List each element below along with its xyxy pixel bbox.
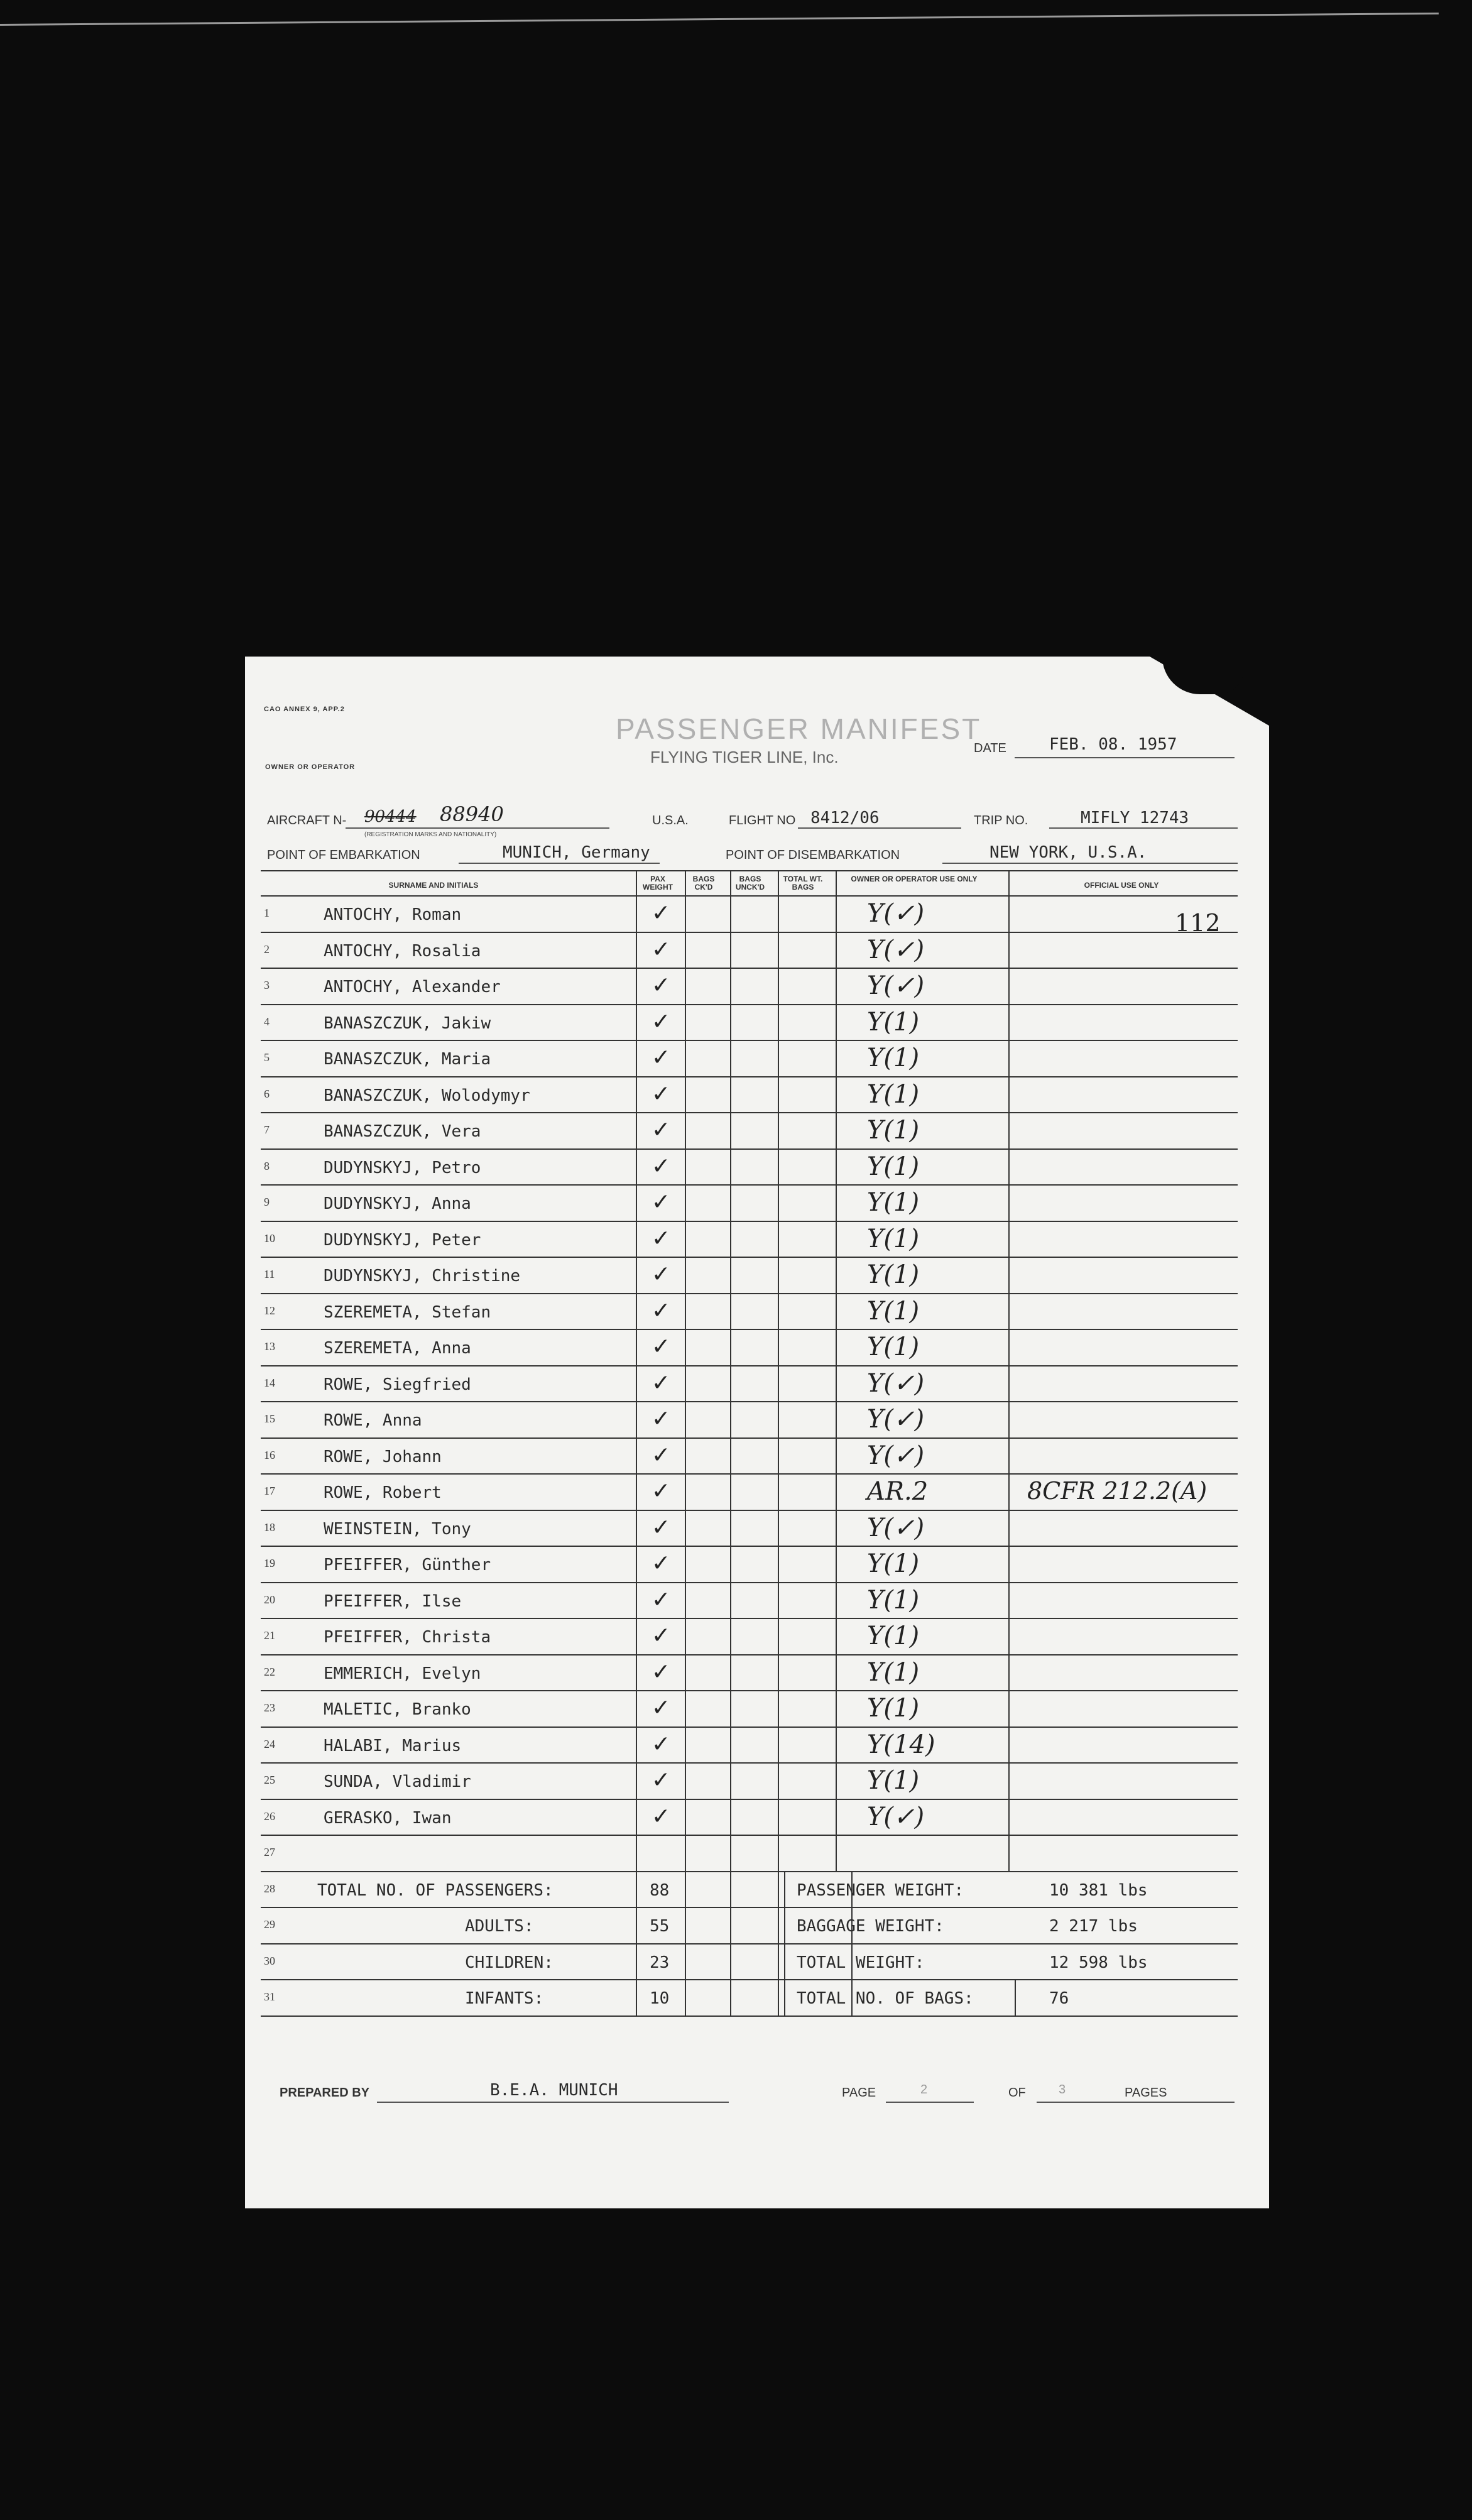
owner-use-mark: Y(✓) xyxy=(867,1405,925,1434)
owner-use-mark: Y(1) xyxy=(867,1260,920,1289)
total-label: CHILDREN: xyxy=(465,1953,553,1972)
disembarkation-label: POINT OF DISEMBARKATION xyxy=(726,848,900,862)
row-number: 23 xyxy=(264,1701,275,1714)
embarkation-label: POINT OF EMBARKATION xyxy=(267,848,420,862)
row-number: 5 xyxy=(264,1051,270,1064)
row-rule xyxy=(261,1943,1238,1945)
owner-use-mark: Y(1) xyxy=(867,1585,920,1615)
page-label: PAGE xyxy=(842,2086,876,2100)
official-number: 112 xyxy=(1175,909,1221,937)
owner-use-mark: Y(1) xyxy=(867,1152,920,1181)
of-label: OF xyxy=(1008,2086,1026,2100)
passenger-name: BANASZCZUK, Vera xyxy=(324,1122,481,1141)
prepared-by-value: B.E.A. MUNICH xyxy=(490,2081,618,2100)
row-number: 22 xyxy=(264,1665,275,1678)
aircraft-underline xyxy=(346,827,609,829)
passenger-name: GERASKO, Iwan xyxy=(324,1808,452,1828)
passenger-name: SZEREMETA, Stefan xyxy=(324,1302,491,1322)
total-label: ADULTS: xyxy=(465,1917,534,1936)
aircraft-label: AIRCRAFT N- xyxy=(267,814,347,827)
column-rule xyxy=(636,870,637,2015)
row-rule xyxy=(261,1690,1238,1691)
row-rule xyxy=(261,1654,1238,1655)
owner-use-mark: Y(1) xyxy=(867,1296,920,1326)
row-number: 29 xyxy=(264,1918,275,1931)
manifest-page xyxy=(245,657,1269,2208)
row-rule xyxy=(261,1004,1238,1005)
pax-check-mark: ✓ xyxy=(651,1551,671,1576)
passenger-name: ROWE, Robert xyxy=(324,1483,442,1502)
disembarkation-value: NEW YORK, U.S.A. xyxy=(990,843,1147,862)
row-rule xyxy=(261,1762,1238,1764)
row-rule xyxy=(261,1257,1238,1258)
pax-check-mark: ✓ xyxy=(651,900,671,926)
row-number: 28 xyxy=(264,1882,275,1895)
passenger-name: BANASZCZUK, Jakiw xyxy=(324,1013,491,1033)
header-top-rule xyxy=(261,870,1238,871)
passenger-name: DUDYNSKYJ, Christine xyxy=(324,1267,521,1285)
owner-use-mark: Y(1) xyxy=(867,1622,920,1650)
owner-use-mark: Y(✓) xyxy=(867,1513,925,1542)
pax-check-mark: ✓ xyxy=(651,1189,671,1215)
pax-check-mark: ✓ xyxy=(651,1225,671,1252)
embarkation-value: MUNICH, Germany xyxy=(503,843,650,862)
passenger-name: ANTOCHY, Alexander xyxy=(324,978,501,996)
of-underline xyxy=(1037,2102,1099,2103)
weight-label: TOTAL NO. OF BAGS: xyxy=(797,1989,974,2008)
aircraft-struck-number: 90444 xyxy=(364,807,417,826)
pax-check-mark: ✓ xyxy=(651,1262,671,1287)
column-rule xyxy=(778,870,779,2015)
passenger-name: HALABI, Marius xyxy=(324,1736,462,1755)
owner-use-mark: Y(1) xyxy=(867,1044,920,1072)
trip-underline xyxy=(1049,827,1238,829)
column-rule xyxy=(836,870,837,1871)
row-rule xyxy=(261,895,1238,897)
passenger-name: DUDYNSKYJ, Anna xyxy=(324,1194,471,1213)
row-rule xyxy=(261,968,1238,969)
row-number: 20 xyxy=(264,1593,275,1606)
pax-check-mark: ✓ xyxy=(651,1081,671,1107)
owner-use-mark: Y(✓) xyxy=(867,1802,925,1831)
row-number: 8 xyxy=(264,1159,270,1172)
row-rule xyxy=(261,1365,1238,1366)
embarkation-underline xyxy=(459,863,660,864)
pages-label: PAGES xyxy=(1125,2086,1167,2100)
trip-label: TRIP NO. xyxy=(974,814,1028,827)
passenger-name: MALETIC, Branko xyxy=(324,1700,471,1719)
owner-use-mark: Y(1) xyxy=(867,1188,920,1217)
manifest-title: PASSENGER MANIFEST xyxy=(616,712,982,745)
row-number: 24 xyxy=(264,1737,275,1750)
row-number: 3 xyxy=(264,979,270,991)
pages-underline xyxy=(1099,2102,1235,2103)
row-number: 7 xyxy=(264,1123,270,1136)
passenger-name: ROWE, Siegfried xyxy=(324,1375,471,1394)
pax-check-mark: ✓ xyxy=(651,1623,671,1649)
pax-check-mark: ✓ xyxy=(651,1731,671,1757)
pax-check-mark: ✓ xyxy=(651,1659,671,1685)
passenger-name: ROWE, Johann xyxy=(324,1447,442,1466)
weight-value: 12 598 lbs xyxy=(1049,1953,1148,1972)
row-number: 14 xyxy=(264,1376,275,1389)
total-label: INFANTS: xyxy=(465,1989,544,2008)
pax-check-mark: ✓ xyxy=(651,1117,671,1143)
aircraft-number: 88940 xyxy=(440,802,504,826)
row-rule xyxy=(261,1293,1238,1294)
owner-use-mark: Y(1) xyxy=(867,1333,920,1361)
date-value: FEB. 08. 1957 xyxy=(1049,735,1177,754)
row-number: 21 xyxy=(264,1629,275,1642)
total-value: 55 xyxy=(650,1917,670,1936)
owner-use-mark: Y(✓) xyxy=(867,1441,925,1470)
row-number: 2 xyxy=(264,942,270,956)
passenger-name: PFEIFFER, Ilse xyxy=(324,1591,462,1611)
row-rule xyxy=(261,1437,1238,1439)
row-number: 25 xyxy=(264,1774,275,1786)
row-rule xyxy=(261,1221,1238,1222)
passenger-name: PFEIFFER, Christa xyxy=(324,1628,491,1647)
owner-use-mark: Y(14) xyxy=(867,1730,935,1759)
total-value: 10 xyxy=(650,1989,670,2008)
row-rule xyxy=(261,1184,1238,1186)
form-reference: CAO ANNEX 9, APP.2 xyxy=(264,706,345,713)
row-number: 16 xyxy=(264,1448,275,1461)
owner-operator-label: OWNER OR OPERATOR xyxy=(265,763,356,771)
flight-number: 8412/06 xyxy=(810,809,880,827)
col-header-owner: OWNER OR OPERATOR USE ONLY xyxy=(851,875,978,883)
row-number: 12 xyxy=(264,1304,275,1317)
row-number: 15 xyxy=(264,1412,275,1425)
passenger-name: ANTOCHY, Rosalia xyxy=(324,941,481,961)
row-number: 31 xyxy=(264,1990,275,2003)
weight-label: PASSENGER WEIGHT: xyxy=(797,1880,964,1900)
owner-use-mark: Y(✓) xyxy=(867,899,925,928)
date-underline xyxy=(1015,757,1235,758)
col-header-official: OFFICIAL USE ONLY xyxy=(1084,881,1159,890)
date-label: DATE xyxy=(974,741,1006,755)
company-name: FLYING TIGER LINE, Inc. xyxy=(650,748,839,766)
owner-use-mark: Y(1) xyxy=(867,1116,920,1145)
pax-check-mark: ✓ xyxy=(651,1045,671,1071)
row-rule xyxy=(261,1871,1238,1872)
row-number: 4 xyxy=(264,1015,270,1028)
scan-edge-line xyxy=(0,13,1439,26)
row-rule xyxy=(261,1979,1238,1980)
column-rule xyxy=(685,870,686,2015)
passenger-name: SUNDA, Vladimir xyxy=(324,1772,471,1791)
total-value: 23 xyxy=(650,1953,670,1972)
of-number: 3 xyxy=(1059,2083,1066,2097)
row-number: 9 xyxy=(264,1196,270,1208)
col-header-bags-unckd: BAGS UNCK'D xyxy=(735,875,765,892)
row-rule xyxy=(261,1148,1238,1150)
row-number: 30 xyxy=(264,1954,275,1967)
row-number: 19 xyxy=(264,1557,275,1569)
weight-label: BAGGAGE WEIGHT: xyxy=(797,1917,944,1936)
total-label: TOTAL NO. OF PASSENGERS: xyxy=(317,1880,553,1900)
row-rule xyxy=(261,1799,1238,1800)
pax-check-mark: ✓ xyxy=(651,1767,671,1793)
row-rule xyxy=(261,1582,1238,1583)
totals-divider xyxy=(784,1871,785,2015)
disembarkation-underline xyxy=(942,863,1238,864)
col-header-pax: PAX WEIGHT xyxy=(643,875,673,892)
row-rule xyxy=(261,1726,1238,1728)
passenger-name: BANASZCZUK, Wolodymyr xyxy=(324,1086,530,1105)
row-number: 1 xyxy=(264,907,270,919)
weight-value: 10 381 lbs xyxy=(1049,1880,1148,1900)
usa-label: U.S.A. xyxy=(652,814,689,827)
row-number: 17 xyxy=(264,1485,275,1497)
col-header-bags-ckd: BAGS CK'D xyxy=(692,875,715,892)
row-number: 11 xyxy=(264,1268,275,1280)
prepared-underline xyxy=(377,2102,729,2103)
weight-value: 2 217 lbs xyxy=(1049,1917,1138,1936)
totals-divider xyxy=(1015,1979,1016,2015)
page-underline xyxy=(886,2102,974,2103)
owner-use-mark: Y(1) xyxy=(867,1079,920,1109)
row-rule xyxy=(261,1473,1238,1475)
flight-label: FLIGHT NO xyxy=(729,814,796,827)
passenger-name: SZEREMETA, Anna xyxy=(324,1339,471,1358)
pax-check-mark: ✓ xyxy=(651,973,671,998)
flight-underline xyxy=(798,827,961,829)
page-number: 2 xyxy=(920,2083,928,2097)
pax-check-mark: ✓ xyxy=(651,1297,671,1324)
row-rule xyxy=(261,1510,1238,1511)
row-rule xyxy=(261,932,1238,933)
column-rule xyxy=(730,870,731,2015)
row-rule xyxy=(261,1329,1238,1330)
pax-check-mark: ✓ xyxy=(651,1406,671,1432)
row-number: 18 xyxy=(264,1520,275,1534)
pax-check-mark: ✓ xyxy=(651,1695,671,1721)
passenger-name: PFEIFFER, Günther xyxy=(324,1556,491,1574)
row-rule xyxy=(261,1546,1238,1547)
passenger-name: ROWE, Anna xyxy=(324,1411,422,1430)
owner-use-mark: Y(1) xyxy=(867,1694,920,1723)
prepared-by-label: PREPARED BY xyxy=(280,2086,369,2100)
owner-use-mark: Y(✓) xyxy=(867,1368,925,1398)
pax-check-mark: ✓ xyxy=(651,1334,671,1360)
pax-check-mark: ✓ xyxy=(651,1370,671,1396)
owner-use-mark: Y(✓) xyxy=(867,971,925,1000)
pax-check-mark: ✓ xyxy=(651,1008,671,1035)
col-header-name: SURNAME AND INITIALS xyxy=(388,881,479,890)
row-number: 26 xyxy=(264,1809,275,1823)
row-rule xyxy=(261,1040,1238,1041)
passenger-name: DUDYNSKYJ, Petro xyxy=(324,1158,481,1177)
pax-check-mark: ✓ xyxy=(651,1442,671,1468)
owner-use-mark: Y(1) xyxy=(867,1549,920,1578)
owner-use-mark: AR.2 xyxy=(867,1477,929,1506)
owner-use-mark: Y(1) xyxy=(867,1007,920,1037)
col-header-total-wt: TOTAL WT. BAGS xyxy=(783,875,823,892)
pax-check-mark: ✓ xyxy=(651,1803,671,1830)
row-number: 27 xyxy=(264,1846,275,1858)
passenger-name: EMMERICH, Evelyn xyxy=(324,1664,481,1683)
official-note: 8CFR 212.2(A) xyxy=(1027,1477,1208,1505)
weight-label: TOTAL WEIGHT: xyxy=(797,1953,925,1972)
row-number: 13 xyxy=(264,1340,275,1353)
owner-use-mark: Y(1) xyxy=(867,1657,920,1687)
owner-use-mark: Y(✓) xyxy=(867,935,925,964)
owner-use-mark: Y(1) xyxy=(867,1766,920,1795)
pax-check-mark: ✓ xyxy=(651,1514,671,1541)
passenger-name: WEINSTEIN, Tony xyxy=(324,1519,471,1539)
pax-check-mark: ✓ xyxy=(651,936,671,963)
row-rule xyxy=(261,1112,1238,1113)
row-rule xyxy=(261,1907,1238,1908)
row-number: 10 xyxy=(264,1231,275,1245)
pax-check-mark: ✓ xyxy=(651,1586,671,1613)
passenger-name: DUDYNSKYJ, Peter xyxy=(324,1230,481,1250)
row-rule xyxy=(261,1835,1238,1836)
weight-value: 76 xyxy=(1049,1989,1069,2008)
registration-note: (REGISTRATION MARKS AND NATIONALITY) xyxy=(364,831,497,838)
row-rule xyxy=(261,1076,1238,1077)
row-number: 6 xyxy=(264,1087,270,1100)
row-rule xyxy=(261,1618,1238,1619)
passenger-name: ANTOCHY, Roman xyxy=(324,905,462,924)
row-rule xyxy=(261,1401,1238,1402)
column-rule xyxy=(1008,870,1010,1871)
total-value: 88 xyxy=(650,1880,670,1900)
pax-check-mark: ✓ xyxy=(651,1153,671,1179)
pax-check-mark: ✓ xyxy=(651,1478,671,1504)
trip-number: MIFLY 12743 xyxy=(1081,809,1189,827)
passenger-name: BANASZCZUK, Maria xyxy=(324,1050,491,1069)
owner-use-mark: Y(1) xyxy=(867,1224,920,1253)
row-rule xyxy=(261,2015,1238,2017)
